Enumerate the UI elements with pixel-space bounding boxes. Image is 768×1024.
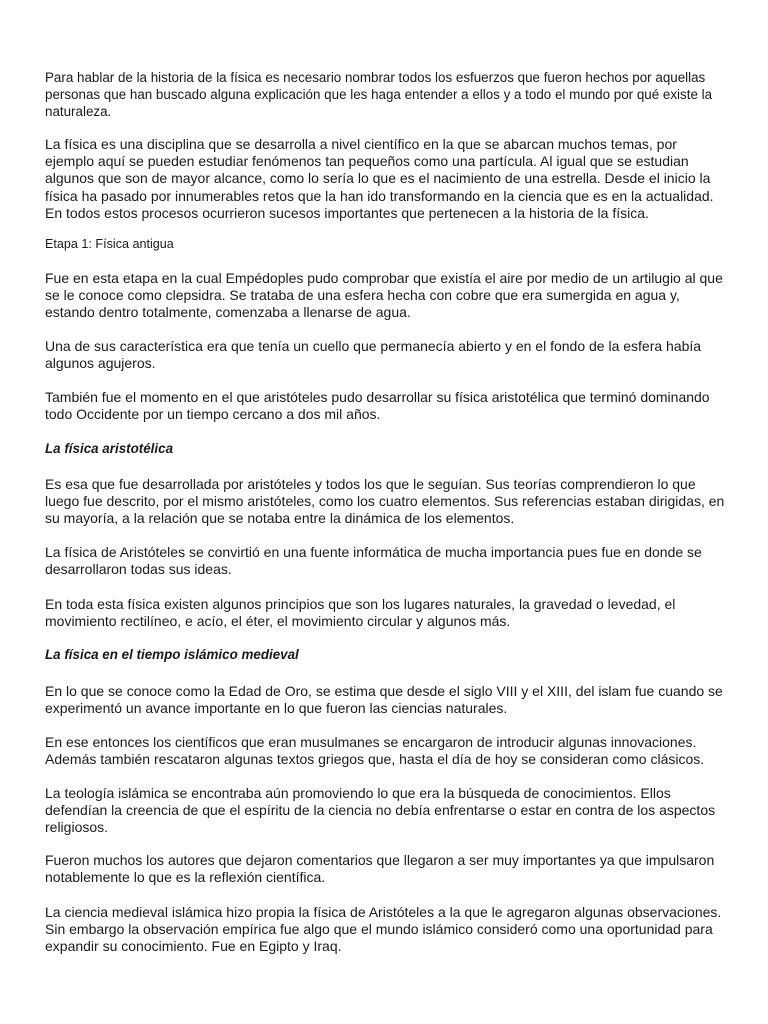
paragraph-islamic-5: La ciencia medieval islámica hizo propia la física de Aristóteles a la que le agregaron algunas observaciones. Sin embargo la observación empírica fue algo que el mundo islámico consideró como una oportunidad para expandir su conocimiento. Fue en Egipto y Iraq. <box>45 904 722 955</box>
section-title-stage-1: Etapa 1: Física antigua <box>45 237 174 251</box>
paragraph-islamic-4: Fueron muchos los autores que dejaron comentarios que llegaron a ser muy importantes ya que impulsaron notablemente lo que es la reflexión científica. <box>45 852 715 886</box>
paragraph-aristotelian-2: La física de Aristóteles se convirtió en una fuente informática de mucha importancia pues fue en donde se desarrollaron todas sus ideas. <box>45 544 702 578</box>
paragraph-stage-1-2: Una de sus característica era que tenía un cuello que permanecía abierto y en el fondo de la esfera había algunos agujeros. <box>45 338 702 372</box>
paragraph-intro-2: La física es una disciplina que se desarrolla a nivel científico en la que se abarcan muchos temas, por ejemplo aquí se pueden estudiar fenómenos tan pequeños como una partícula. Al igual que se estudian algunos que son de mayor alcance, como lo sería lo que es el nacimiento de una estrella. Desde el inicio la física ha pasado por innumerables retos que la han ido transformando en la ciencia que es en la actualidad. En todos estos procesos ocurrieron sucesos importantes que pertenecen a la historia de la física. <box>45 136 714 221</box>
paragraph-islamic-2: En ese entonces los científicos que eran musulmanes se encargaron de introducir algunas innovaciones. Además también rescataron algunas textos griegos que, hasta el día de hoy se consideran como clásicos. <box>45 734 705 768</box>
section-title-aristotelian: La física aristotélica <box>45 441 174 456</box>
paragraph-islamic-1: En lo que se conoce como la Edad de Oro, se estima que desde el siglo VIII y el XIII, del islam fue cuando se experimentó un avance importante en lo que fueron las ciencias naturales. <box>45 683 723 717</box>
paragraph-intro-1: Para hablar de la historia de la física es necesario nombrar todos los esfuerzos que fueron hechos por aquellas personas que han buscado alguna explicación que les haga entender a ellos y a todo el mundo por qué existe la naturaleza. <box>45 70 713 119</box>
paragraph-stage-1-3: También fue el momento en el que aristóteles pudo desarrollar su física aristotélica que terminó dominando todo Occidente por un tiempo cercano a dos mil años. <box>45 389 710 423</box>
paragraph-stage-1-1: Fue en esta etapa en la cual Empédoples pudo comprobar que existía el aire por medio de un artilugio al que se le conoce como clepsidra. Se trataba de una esfera hecha con cobre que era sumergida en agua y, estando dentro totalmente, comenzaba a llenarse de agua. <box>45 270 723 321</box>
paragraph-islamic-3: La teología islámica se encontraba aún promoviendo lo que era la búsqueda de conocimientos. Ellos defendían la creencia de que el espíritu de la ciencia no debía enfrentarse o estar en contra de los aspectos religiosos. <box>45 785 716 836</box>
paragraph-aristotelian-3: En toda esta física existen algunos principios que son los lugares naturales, la gravedad o levedad, el movimiento rectilíneo, e acío, el éter, el movimiento circular y algunos más. <box>45 596 676 630</box>
section-title-islamic: La física en el tiempo islámico medieval <box>45 647 299 662</box>
paragraph-aristotelian-1: Es esa que fue desarrollada por aristóteles y todos los que le seguían. Sus teorías comprendieron lo que luego fue descrito, por el mismo aristóteles, como los cuatro elementos. Sus referencias estaban dirigidas, en su mayoría, a la relación que se notaba entre la dinámica de los elementos. <box>45 476 725 527</box>
